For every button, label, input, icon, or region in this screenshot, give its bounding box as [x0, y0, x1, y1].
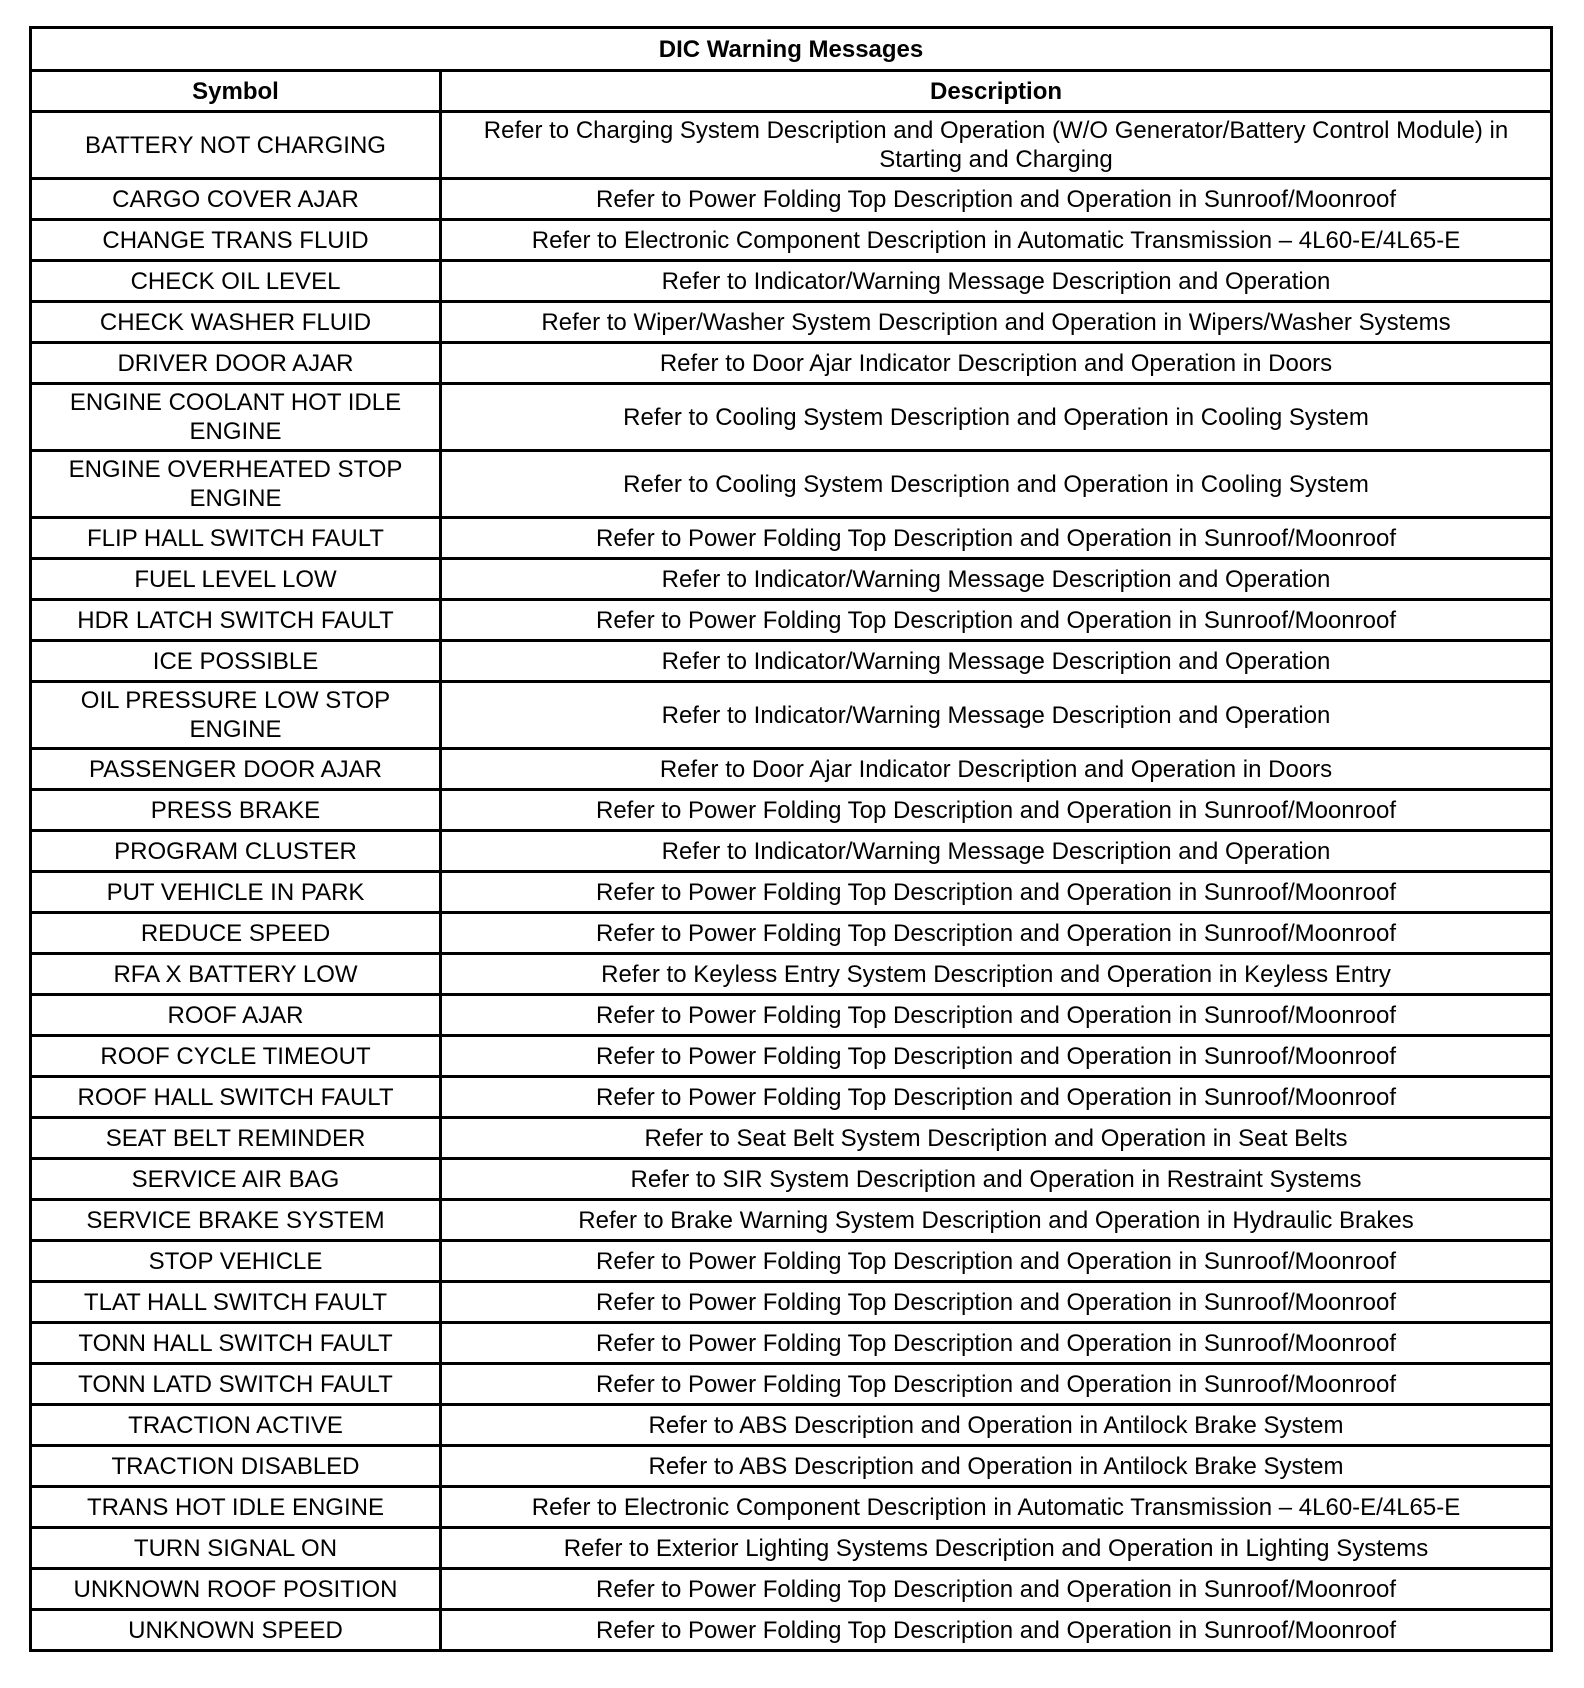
symbol-cell: STOP VEHICLE	[31, 1241, 441, 1282]
table-row	[31, 1077, 1552, 1118]
description-cell: Refer to Wiper/Washer System Description and Operation in Wipers/Washer Systems	[441, 302, 1552, 343]
table-row	[31, 682, 1552, 749]
symbol-cell: TONN HALL SWITCH FAULT	[31, 1323, 441, 1364]
table-row	[31, 112, 1552, 179]
table-row	[31, 790, 1552, 831]
description-cell: Refer to Door Ajar Indicator Description and Operation in Doors	[441, 343, 1552, 384]
symbol-cell: SEAT BELT REMINDER	[31, 1118, 441, 1159]
symbol-cell: ROOF CYCLE TIMEOUT	[31, 1036, 441, 1077]
description-cell: Refer to Power Folding Top Description and Operation in Sunroof/Moonroof	[441, 1036, 1552, 1077]
symbol-cell: ENGINE COOLANT HOT IDLE ENGINE	[31, 384, 441, 451]
description-cell: Refer to Indicator/Warning Message Description and Operation	[441, 261, 1552, 302]
symbol-cell: BATTERY NOT CHARGING	[31, 112, 441, 179]
symbol-cell: UNKNOWN SPEED	[31, 1610, 441, 1651]
table-title-row	[31, 28, 1552, 71]
symbol-cell: ENGINE OVERHEATED STOP ENGINE	[31, 451, 441, 518]
symbol-cell: CHANGE TRANS FLUID	[31, 220, 441, 261]
table-row	[31, 1610, 1552, 1651]
description-cell: Refer to Brake Warning System Description and Operation in Hydraulic Brakes	[441, 1200, 1552, 1241]
symbol-cell: TRACTION ACTIVE	[31, 1405, 441, 1446]
table-row	[31, 995, 1552, 1036]
table-row	[31, 302, 1552, 343]
description-cell: Refer to Indicator/Warning Message Description and Operation	[441, 641, 1552, 682]
symbol-cell: FUEL LEVEL LOW	[31, 559, 441, 600]
table-row	[31, 749, 1552, 790]
symbol-cell: RFA X BATTERY LOW	[31, 954, 441, 995]
description-cell: Refer to Electronic Component Description in Automatic Transmission – 4L60-E/4L65-E	[441, 220, 1552, 261]
symbol-cell: SERVICE BRAKE SYSTEM	[31, 1200, 441, 1241]
table-row	[31, 261, 1552, 302]
symbol-cell: CHECK WASHER FLUID	[31, 302, 441, 343]
table-row	[31, 220, 1552, 261]
symbol-cell: ICE POSSIBLE	[31, 641, 441, 682]
description-column-header: Description	[441, 71, 1552, 112]
symbol-cell: UNKNOWN ROOF POSITION	[31, 1569, 441, 1610]
description-cell: Refer to Power Folding Top Description and Operation in Sunroof/Moonroof	[441, 995, 1552, 1036]
description-cell: Refer to ABS Description and Operation in Antilock Brake System	[441, 1405, 1552, 1446]
description-cell: Refer to Indicator/Warning Message Description and Operation	[441, 559, 1552, 600]
description-cell: Refer to Power Folding Top Description and Operation in Sunroof/Moonroof	[441, 1077, 1552, 1118]
description-cell: Refer to Charging System Description and Operation (W/O Generator/Battery Control Module) in Starting and Charging	[441, 112, 1552, 179]
table-row	[31, 1241, 1552, 1282]
table-row	[31, 1036, 1552, 1077]
symbol-cell: CARGO COVER AJAR	[31, 179, 441, 220]
symbol-cell: TRANS HOT IDLE ENGINE	[31, 1487, 441, 1528]
table-row	[31, 954, 1552, 995]
description-cell: Refer to Power Folding Top Description and Operation in Sunroof/Moonroof	[441, 1569, 1552, 1610]
symbol-cell: CHECK OIL LEVEL	[31, 261, 441, 302]
table-row	[31, 1487, 1552, 1528]
symbol-cell: PRESS BRAKE	[31, 790, 441, 831]
description-cell: Refer to Power Folding Top Description and Operation in Sunroof/Moonroof	[441, 518, 1552, 559]
symbol-cell: PUT VEHICLE IN PARK	[31, 872, 441, 913]
description-cell: Refer to Power Folding Top Description and Operation in Sunroof/Moonroof	[441, 1323, 1552, 1364]
description-cell: Refer to Power Folding Top Description and Operation in Sunroof/Moonroof	[441, 913, 1552, 954]
table-header-row	[31, 71, 1552, 112]
table-head	[31, 28, 1552, 112]
symbol-column-header: Symbol	[31, 71, 441, 112]
description-cell: Refer to Power Folding Top Description and Operation in Sunroof/Moonroof	[441, 1364, 1552, 1405]
symbol-cell: TONN LATD SWITCH FAULT	[31, 1364, 441, 1405]
description-cell: Refer to Keyless Entry System Description and Operation in Keyless Entry	[441, 954, 1552, 995]
table-title: DIC Warning Messages	[31, 28, 1552, 71]
table-row	[31, 384, 1552, 451]
description-cell: Refer to Indicator/Warning Message Description and Operation	[441, 682, 1552, 749]
table-row	[31, 518, 1552, 559]
description-cell: Refer to Power Folding Top Description and Operation in Sunroof/Moonroof	[441, 600, 1552, 641]
dic-warning-messages-table	[29, 26, 1553, 1652]
table-row	[31, 1200, 1552, 1241]
symbol-cell: DRIVER DOOR AJAR	[31, 343, 441, 384]
table-row	[31, 600, 1552, 641]
description-cell: Refer to Power Folding Top Description and Operation in Sunroof/Moonroof	[441, 1610, 1552, 1651]
description-cell: Refer to Indicator/Warning Message Description and Operation	[441, 831, 1552, 872]
description-cell: Refer to Exterior Lighting Systems Description and Operation in Lighting Systems	[441, 1528, 1552, 1569]
table-row	[31, 559, 1552, 600]
table-row	[31, 1528, 1552, 1569]
table-row	[31, 179, 1552, 220]
description-cell: Refer to Cooling System Description and Operation in Cooling System	[441, 451, 1552, 518]
symbol-cell: TRACTION DISABLED	[31, 1446, 441, 1487]
table-row	[31, 1569, 1552, 1610]
table-row	[31, 1364, 1552, 1405]
description-cell: Refer to Seat Belt System Description and Operation in Seat Belts	[441, 1118, 1552, 1159]
table-row	[31, 343, 1552, 384]
symbol-cell: REDUCE SPEED	[31, 913, 441, 954]
table-row	[31, 1159, 1552, 1200]
symbol-cell: HDR LATCH SWITCH FAULT	[31, 600, 441, 641]
table-row	[31, 1282, 1552, 1323]
table-row	[31, 451, 1552, 518]
table-row	[31, 913, 1552, 954]
description-cell: Refer to Cooling System Description and Operation in Cooling System	[441, 384, 1552, 451]
description-cell: Refer to SIR System Description and Operation in Restraint Systems	[441, 1159, 1552, 1200]
table-body	[31, 112, 1552, 1651]
description-cell: Refer to ABS Description and Operation in Antilock Brake System	[441, 1446, 1552, 1487]
description-cell: Refer to Power Folding Top Description and Operation in Sunroof/Moonroof	[441, 179, 1552, 220]
table-row	[31, 831, 1552, 872]
symbol-cell: OIL PRESSURE LOW STOP ENGINE	[31, 682, 441, 749]
table-row	[31, 872, 1552, 913]
description-cell: Refer to Power Folding Top Description and Operation in Sunroof/Moonroof	[441, 1282, 1552, 1323]
table-row	[31, 641, 1552, 682]
symbol-cell: TLAT HALL SWITCH FAULT	[31, 1282, 441, 1323]
description-cell: Refer to Power Folding Top Description and Operation in Sunroof/Moonroof	[441, 1241, 1552, 1282]
table-row	[31, 1446, 1552, 1487]
symbol-cell: ROOF HALL SWITCH FAULT	[31, 1077, 441, 1118]
table-row	[31, 1405, 1552, 1446]
table-row	[31, 1118, 1552, 1159]
symbol-cell: TURN SIGNAL ON	[31, 1528, 441, 1569]
description-cell: Refer to Door Ajar Indicator Description and Operation in Doors	[441, 749, 1552, 790]
symbol-cell: PROGRAM CLUSTER	[31, 831, 441, 872]
symbol-cell: FLIP HALL SWITCH FAULT	[31, 518, 441, 559]
symbol-cell: ROOF AJAR	[31, 995, 441, 1036]
table-row	[31, 1323, 1552, 1364]
symbol-cell: PASSENGER DOOR AJAR	[31, 749, 441, 790]
description-cell: Refer to Electronic Component Description in Automatic Transmission – 4L60-E/4L65-E	[441, 1487, 1552, 1528]
description-cell: Refer to Power Folding Top Description and Operation in Sunroof/Moonroof	[441, 790, 1552, 831]
symbol-cell: SERVICE AIR BAG	[31, 1159, 441, 1200]
description-cell: Refer to Power Folding Top Description and Operation in Sunroof/Moonroof	[441, 872, 1552, 913]
